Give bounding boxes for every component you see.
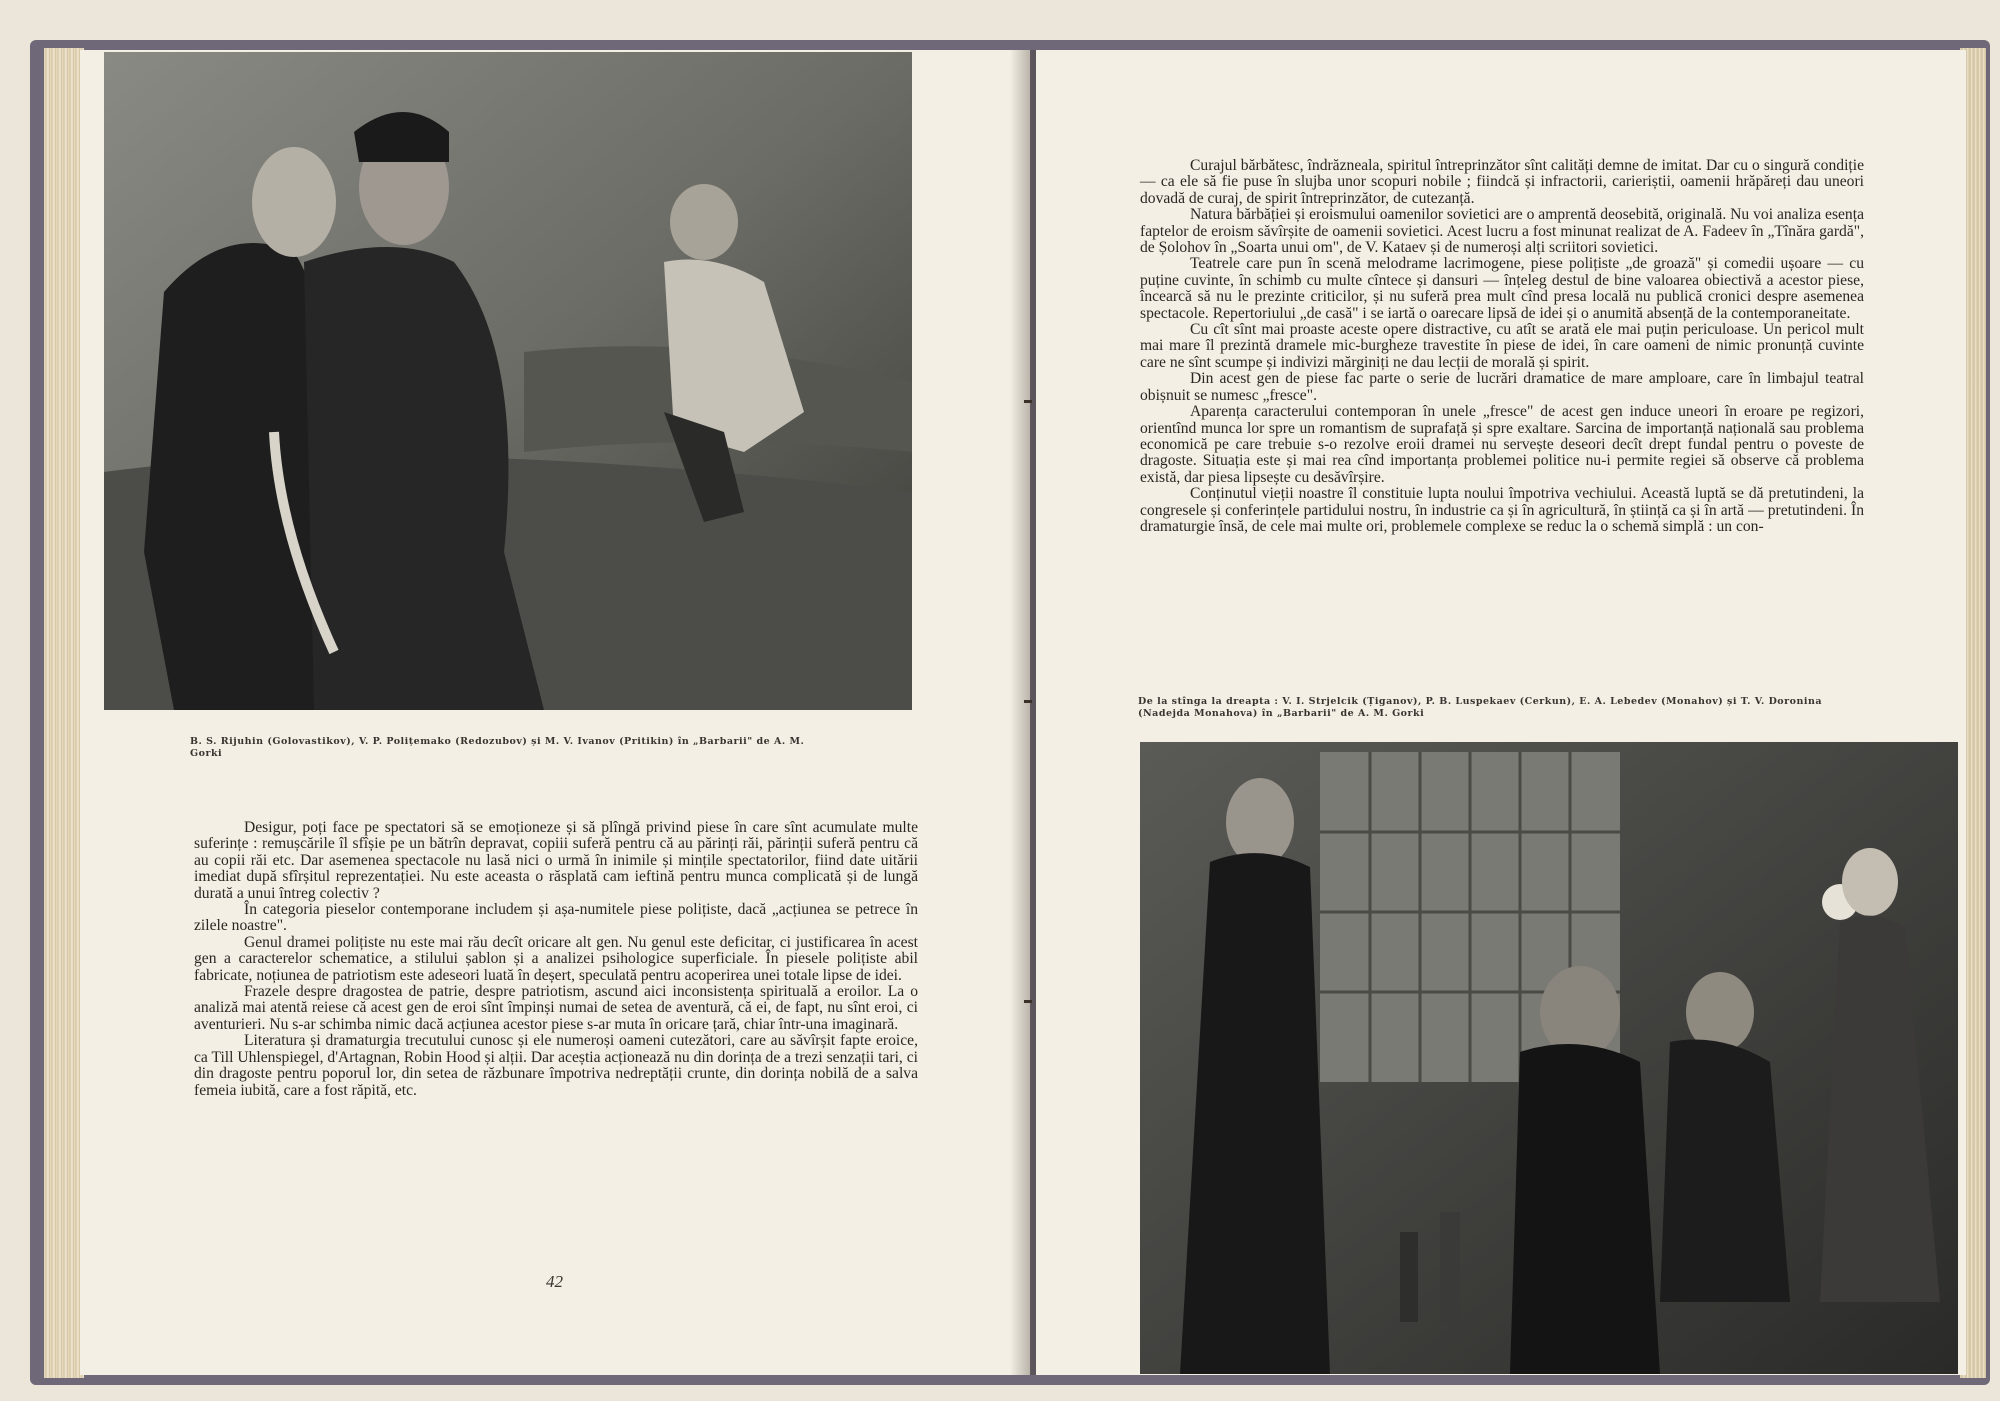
paragraph: În categoria pieselor contemporane includem și așa-numitele piese polițiste, dacă „acțiunea se petrece în zilele noastre". xyxy=(194,901,918,935)
paragraph: Frazele despre dragostea de patrie, despre patriotism, ascund aici inconsistența spirituală a eroilor. La o analiză mai atentă reiese că acest gen de eroi sînt împinși numai de setea de aventură, că ei, de fapt, nu sînt eroi, ci aventurieri. Nu s-ar schimba nimic dacă acțiunea acestor piese s-ar muta în oricare țară, chiar într-una imaginară. xyxy=(194,983,918,1033)
paragraph: Teatrele care pun în scenă melodrame lacrimogene, piese polițiste „de groază" și comedii ușoare — cu puține cuvinte, în schimb cu multe cîntece și dansuri — înțeleg destul de bine valoarea obiectivă a acestor piese, încearcă să nu le prezinte criticilor, și nu suferă prea mult cînd presa locală nu publică cronici despre asemenea spectacole. Repertoriului „de casă" i se iartă o oarecare lipsă de idei și o anumită absență de la contemporaneitate. xyxy=(1140,255,1864,322)
page-number: 42 xyxy=(546,1272,563,1291)
paragraph: Desigur, poți face pe spectatori să se emoționeze și să plîngă privind piese în care sînt acumulate multe suferințe : remușcările îl sfîșie pe un bătrîn depravat, copiii suferă pentru că au părinți răi, părinții suferă pentru că au copii răi etc. Dar asemenea spectacole nu lasă nici o urmă în inimile și mințile spectatorilor, fiind date uitării imediat după sfîrșitul reprezentației. Nu este aceasta o răsplată cam ieftină pentru munca complicată și de lungă durată a unui întreg colectiv ? xyxy=(194,819,918,902)
page-edges-left xyxy=(44,48,84,1378)
right-photo-barbarii xyxy=(1140,742,1958,1374)
left-photo-caption: B. S. Rijuhin (Golovastikov), V. P. Polițemako (Redozubov) și M. V. Ivanov (Pritikin) în „Barbarii" de A. M. Gorki xyxy=(190,736,805,759)
paragraph: Natura bărbăției și eroismului oamenilor sovietici are o amprentă deosebită, originală. Nu voi analiza esența faptelor de eroism săvîrșite de oamenii sovietici. Acest lucru a fost minunat realizat de A. Fadeev în „Tînăra gardă", de Șolohov în „Soarta unui om", de V. Kataev și de numeroși alți scriitori sovietici. xyxy=(1140,206,1864,257)
paragraph: Conținutul vieții noastre îl constituie lupta noului împotriva vechiului. Această luptă se dă pretutindeni, la congresele și conferințele partidului nostru, în industrie ca și în agricultură, în știință ca și în artă — pretutindeni. În dramaturgie însă, de cele mai multe ori, problemele complexe se reduc la o schemă simplă : un con- xyxy=(1140,485,1864,535)
binding-stitch xyxy=(1024,700,1032,703)
binding-stitch xyxy=(1024,400,1032,403)
paragraph: Aparența caracterului contemporan în unele „fresce" de acest gen induce uneori în eroare pe regizori, orientînd munca lor spre un romantism de suprafață și spre exaltare. Sarcina de importanță națională sau problema economică pe care trebuie s-o rezolve eroii dramei nu servește deseori decît drept fundal pentru o poveste de dragoste. Situația este și mai rea cînd importanța problemei politice nu-i permite regiei să observe că problema există, dar piesa lipsește cu desăvîrșire. xyxy=(1140,403,1864,486)
paragraph: Cu cît sînt mai proaste aceste opere distractive, cu atît se arată ele mai puțin periculoase. Un pericol mult mai mare îl prezintă dramele mic-burgheze travestite în piese de idei, în care oameni de nimic pronunță cuvinte care ne sînt scumpe și indivizi mărginiți ne dau lecții de morală și spirit. xyxy=(1140,321,1864,371)
left-body-text xyxy=(194,820,918,1099)
left-photo-barbarii xyxy=(104,52,912,710)
paragraph: Din acest gen de piese fac parte o serie de lucrări dramatice de mare amploare, care în limbajul teatral obișnuit se numesc „fresce". xyxy=(1140,370,1864,404)
paragraph: Curajul bărbătesc, îndrăzneala, spiritul întreprinzător sînt calități demne de imitat. Dar cu o singură condiție — ca ele să fie puse în slujba unor scopuri nobile ; fiindcă și infractorii, carieriștii, oamenii hrăpăreți dau uneori dovadă de curaj, de spirit întreprinzător, de cutezanță. xyxy=(1140,157,1864,207)
right-body-text xyxy=(1140,158,1864,535)
binding-stitch xyxy=(1024,1000,1032,1003)
paragraph: Literatura și dramaturgia trecutului cunosc și ele numeroși oameni cutezători, care au săvîrșit fapte eroice, ca Till Uhlenspiegel, d'Artagnan, Robin Hood și alții. Dar aceștia acționează nu din dorința de a trezi senzații tari, ci din dragoste pentru poporul lor, din setea de răzbunare împotriva nedreptății crunte, din dorința nobilă de a salva femeia iubită, care a fost răpită, etc. xyxy=(194,1032,918,1099)
paragraph: Genul dramei polițiste nu este mai rău decît oricare alt gen. Nu genul este deficitar, ci justificarea în acest gen a caracterelor schematice, a stilului șablon și a analizei psihologice superficiale. În piesele polițiste abil fabricate, noțiunea de patriotism este adeseori luată în deșert, speculată pentru acoperirea unei totale lipse de idei. xyxy=(194,933,918,984)
right-photo-caption: De la stînga la dreapta : V. I. Strjelcik (Țiganov), P. B. Luspekaev (Cerkun), E. A. Lebedev (Monahov) și T. V. Doronina (Nadejda Monahova) în „Barbarii" de A. M. Gorki xyxy=(1138,696,1823,719)
